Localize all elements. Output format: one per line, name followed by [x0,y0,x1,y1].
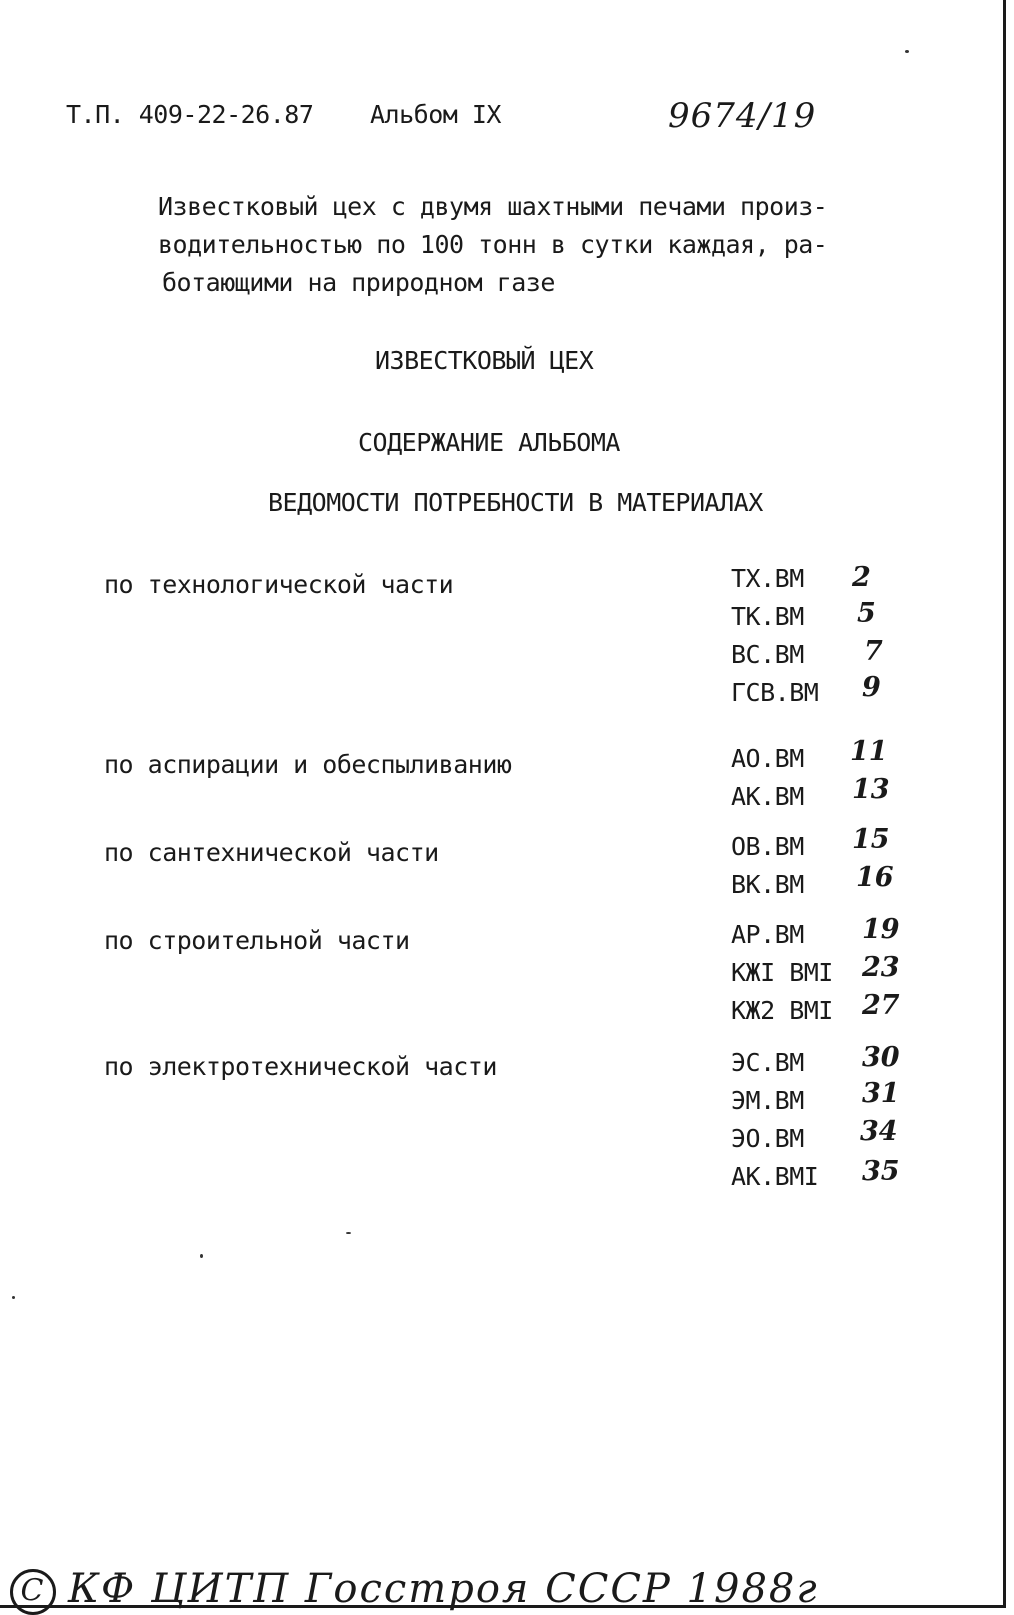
section-label: по строительной части [104,926,410,955]
scan-speck [905,50,909,53]
sheet-code: КЖI ВМI [731,958,833,987]
section-label: по технологической части [104,570,454,599]
page-number: 16 [856,862,894,893]
page-number: 34 [860,1116,898,1147]
sheet-code: ЭО.ВМ [731,1124,804,1153]
sheet-code: ВС.ВМ [731,640,804,669]
section-label: по аспирации и обеспыливанию [104,750,512,779]
section-label: по электротехнической части [104,1052,497,1081]
sheet-code: АО.ВМ [731,744,804,773]
sheet-code: ЭМ.ВМ [731,1086,804,1115]
description-line: водительностью по 100 тонн в сутки каждая, ра- [158,230,828,259]
scan-speck [12,1296,15,1299]
section-label: по сантехнической части [104,838,439,867]
sheet-code: АР.ВМ [731,920,804,949]
description-line: ботающими на природном газе [162,268,555,297]
page-number: 13 [852,774,890,805]
sheet-code: ГСВ.ВМ [731,678,819,707]
description-line: Известковый цех с двумя шахтными печами произ- [158,192,828,221]
page-number: 35 [862,1156,900,1187]
page-number: 2 [852,562,871,593]
sheet-code: ТХ.ВМ [731,564,804,593]
sheet-code: АК.ВМI [731,1162,819,1191]
scan-speck [200,1254,203,1258]
copyright-footer [10,1566,819,1615]
sheet-code: АК.ВМ [731,782,804,811]
subject-title: ВЕДОМОСТИ ПОТРЕБНОСТИ В МАТЕРИАЛАХ [268,488,763,517]
page-number: 19 [862,914,900,945]
copyright-text: КФ ЦИТП Госстроя СССР 1988г [68,1566,819,1612]
album-number: Альбом IX [370,100,501,129]
page-number: 15 [852,824,890,855]
page-number: 30 [862,1042,900,1073]
page-number: 5 [857,598,876,629]
inventory-number: 9674/19 [668,96,817,136]
workshop-title: ИЗВЕСТКОВЫЙ ЦЕХ [375,346,594,375]
project-description [158,188,827,302]
sheet-code: ВК.ВМ [731,870,804,899]
scan-speck [346,1232,351,1234]
page-number: 31 [862,1078,900,1109]
sheet-code: ОВ.ВМ [731,832,804,861]
page-number: 9 [862,672,881,703]
page-number: 27 [862,990,900,1021]
contents-title: СОДЕРЖАНИЕ АЛЬБОМА [358,428,620,457]
page-number: 7 [864,636,883,667]
page-number: 23 [862,952,900,983]
sheet-code: ЭС.ВМ [731,1048,804,1077]
copyright-mark: С [10,1569,56,1615]
page-number: 11 [850,736,888,767]
sheet-code: КЖ2 ВМI [731,996,833,1025]
project-number: Т.П. 409-22-26.87 [66,100,314,129]
sheet-code: ТК.ВМ [731,602,804,631]
